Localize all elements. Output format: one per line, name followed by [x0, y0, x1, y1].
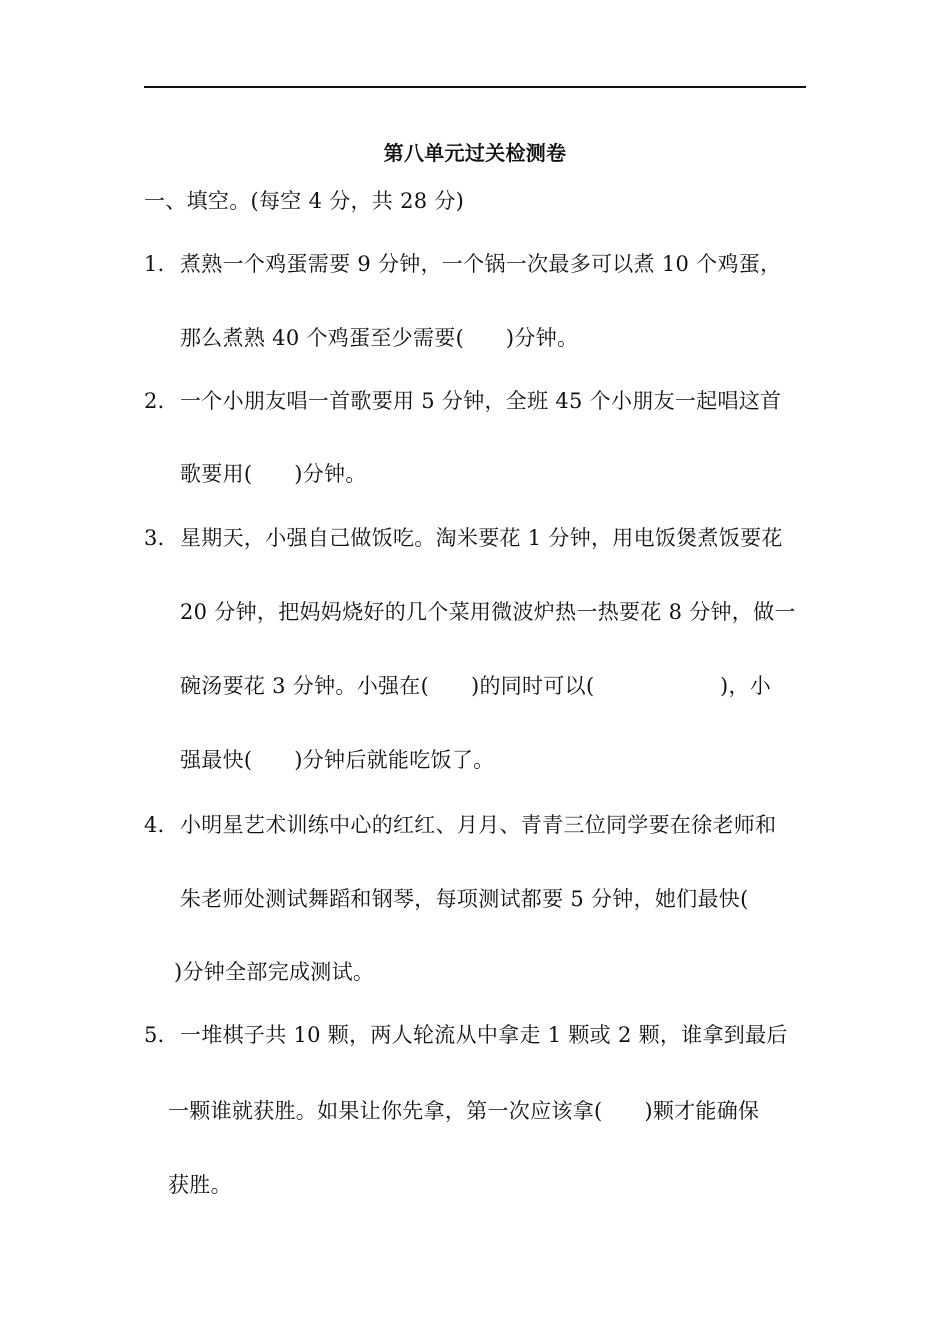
- question-4-line-1: [144, 810, 776, 840]
- question-2-line-2: 歌要用( )分钟。: [180, 462, 367, 486]
- question-text: 煮熟一个鸡蛋需要 9 分钟，一个锅一次最多可以煮 10 个鸡蛋，: [180, 252, 782, 276]
- question-2-line-1: [144, 386, 781, 416]
- question-3-line-3: 碗汤要花 3 分钟。小强在( )的同时可以( )，小: [180, 674, 772, 698]
- question-1-line-2: 那么煮熟 40 个鸡蛋至少需要( )分钟。: [180, 326, 579, 350]
- page-title: 第八单元过关检测卷: [383, 141, 567, 165]
- section-heading: 一、填空。(每空 4 分，共 28 分): [144, 189, 465, 213]
- question-number: 4．: [144, 813, 179, 837]
- question-text: 小明星艺术训练中心的红红、月月、青青三位同学要在徐老师和: [180, 813, 777, 837]
- question-1-line-1: [144, 249, 781, 279]
- question-number: 3．: [144, 526, 179, 550]
- question-number: 2．: [144, 389, 179, 413]
- question-4-line-2: 朱老师处测试舞蹈和钢琴，每项测试都要 5 分钟，她们最快(: [180, 887, 749, 911]
- question-3-line-2: 20 分钟，把妈妈烧好的几个菜用微波炉热一热要花 8 分钟，做一: [180, 600, 796, 624]
- question-number: 5．: [144, 1023, 179, 1047]
- question-number: 1．: [144, 252, 179, 276]
- question-3-line-4: 强最快( )分钟后就能吃饭了。: [180, 748, 495, 772]
- question-text: 星期天，小强自己做饭吃。淘米要花 1 分钟，用电饭煲煮饭要花: [180, 526, 783, 550]
- question-5-line-2: 一颗谁就获胜。如果让你先拿，第一次应该拿( )颗才能确保: [168, 1099, 760, 1123]
- question-5-line-1: [144, 1020, 788, 1050]
- question-text: 一个小朋友唱一首歌要用 5 分钟，全班 45 个小朋友一起唱这首: [180, 389, 782, 413]
- question-text: 一堆棋子共 10 颗，两人轮流从中拿走 1 颗或 2 颗，谁拿到最后: [180, 1023, 788, 1047]
- question-5-line-3: 获胜。: [168, 1173, 232, 1197]
- header-rule: [144, 86, 806, 88]
- question-4-line-3: )分钟全部完成测试。: [174, 960, 375, 984]
- question-3-line-1: [144, 523, 783, 553]
